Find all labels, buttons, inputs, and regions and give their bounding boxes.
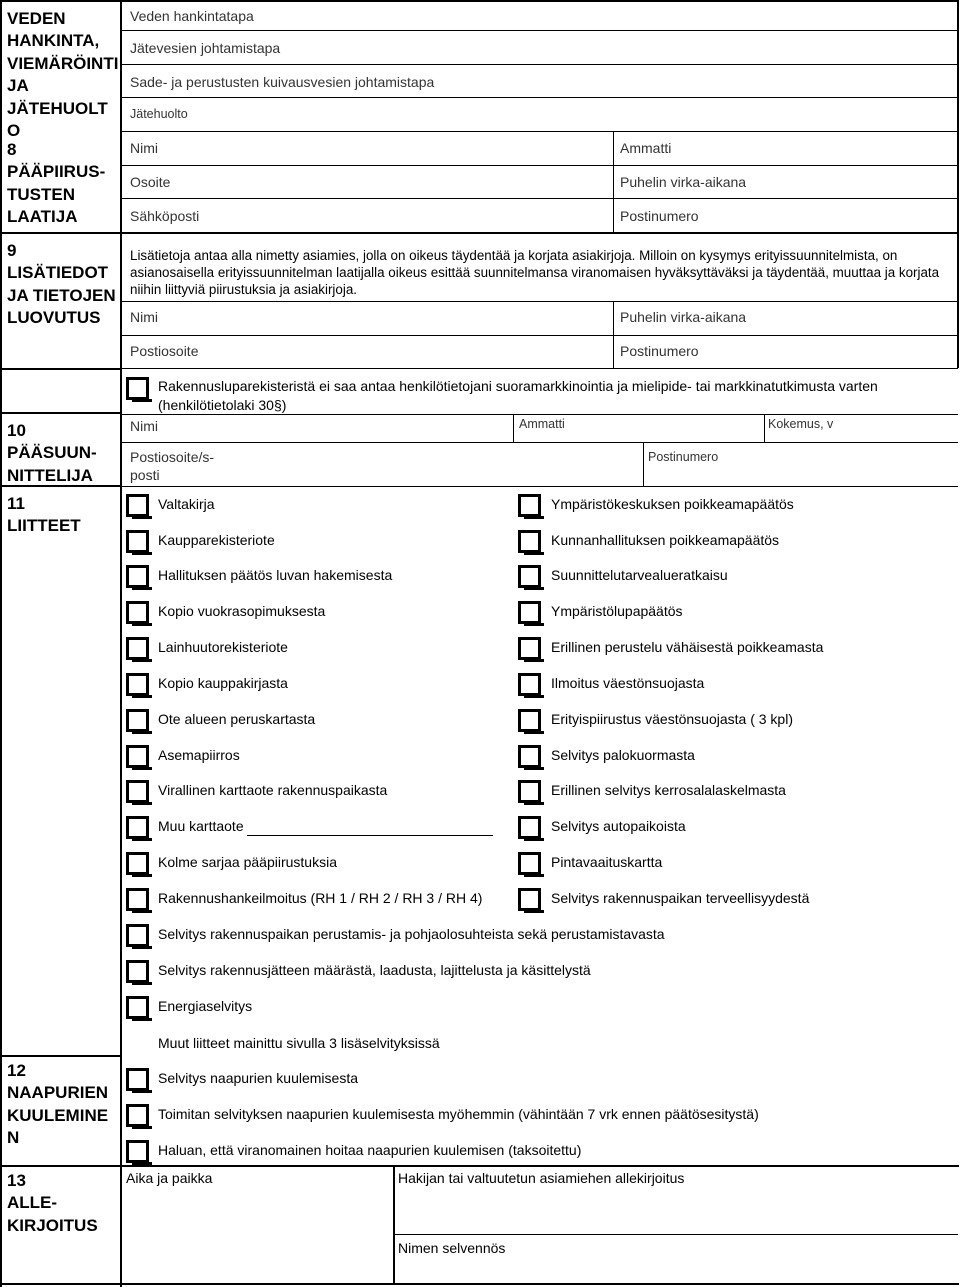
section-7-title: VEDEN HANKINTA, VIEMÄRÖINTI JA JÄTEHUOLT O <box>7 9 119 141</box>
chief-divider-2 <box>764 414 765 442</box>
chief-divider-1 <box>513 414 514 442</box>
attachment-label: Ote alueen peruskartasta <box>158 711 316 727</box>
attachment-label: Selvitys autopaikoista <box>551 818 686 834</box>
consent-label: Rakennusluparekisteristä ei saa antaa henkilötietojani suoramarkkinointia ja mielipide- tai markkinatutkimusta varten <box>158 378 878 394</box>
attachment-checkbox[interactable] <box>126 780 149 803</box>
designer-postal-label: Postinumero <box>620 208 699 224</box>
attachment-label: Kunnanhallituksen poikkeamapäätös <box>551 532 780 548</box>
waste-label: Jätehuolto <box>130 107 188 121</box>
neighbours-checkbox[interactable] <box>126 1140 149 1163</box>
attachment-checkbox[interactable] <box>518 494 541 517</box>
designer-profession-label: Ammatti <box>620 140 672 156</box>
attachment-label: Kopio kauppakirjasta <box>158 675 288 691</box>
frame-bottom <box>0 1283 959 1285</box>
attachment-label: Kaupparekisteriote <box>158 532 275 548</box>
attachment-label: Kolme sarjaa pääpiirustuksia <box>158 854 337 870</box>
attachment-checkbox[interactable] <box>126 709 149 732</box>
attachment-label: Energiaselvitys <box>158 998 253 1014</box>
rule <box>121 486 958 487</box>
attachment-checkbox[interactable] <box>126 816 149 839</box>
attachment-checkbox[interactable] <box>518 565 541 588</box>
neighbours-checkbox[interactable] <box>126 1068 149 1091</box>
place-time-label: Aika ja paikka <box>126 1170 213 1186</box>
attachment-label: Valtakirja <box>158 496 215 512</box>
attachment-checkbox[interactable] <box>126 924 149 947</box>
designer-name-label: Nimi <box>130 140 158 156</box>
attachment-label: Ympäristölupapäätös <box>551 603 683 619</box>
rule <box>121 198 958 199</box>
rule <box>121 335 958 336</box>
rule <box>121 30 958 31</box>
contact-postal-label: Postinumero <box>620 343 699 359</box>
attachment-label: Selvitys palokuormasta <box>551 747 695 763</box>
divider-section-8 <box>0 232 959 234</box>
rule <box>121 301 958 302</box>
divider-section-12 <box>0 1055 120 1057</box>
designer-phone-label: Puhelin virka-aikana <box>620 174 747 190</box>
attachment-label: Lainhuutorekisteriote <box>158 639 288 655</box>
frame-top <box>0 0 959 2</box>
attachment-label: Selvitys rakennuspaikan perustamis- ja pohjaolosuhteista sekä perustamistavasta <box>158 926 665 942</box>
attachment-label: Asemapiirros <box>158 747 240 763</box>
attachment-checkbox[interactable] <box>518 888 541 911</box>
chief-address-label-2: posti <box>130 467 160 483</box>
attachment-label: Selvitys rakennuspaikan terveellisyydestä <box>551 890 810 906</box>
divider-section-13 <box>0 1165 959 1167</box>
wastewater-label: Jätevesien johtamistapa <box>130 40 281 56</box>
attachment-checkbox[interactable] <box>126 745 149 768</box>
chief-name-label: Nimi <box>130 418 158 434</box>
attachment-label: Pintavaaituskartta <box>551 854 663 870</box>
attachment-label: Ilmoitus väestönsuojasta <box>551 675 705 691</box>
frame-left <box>0 0 2 1287</box>
attachment-label: Selvitys rakennusjätteen määrästä, laadusta, lajittelusta ja käsittelystä <box>158 962 591 978</box>
signature-divider <box>393 1165 395 1285</box>
section-11-title: 11 LIITTEET <box>7 494 81 536</box>
attachment-label: Erillinen selvitys kerrosalalaskelmasta <box>551 782 786 798</box>
attachment-checkbox[interactable] <box>126 852 149 875</box>
designer-email-label: Sähköposti <box>130 208 200 224</box>
signature-label: Hakijan tai valtuutetun asiamiehen allekirjoitus <box>398 1170 685 1186</box>
chief-experience-label: Kokemus, v <box>768 417 834 431</box>
frame-right <box>957 0 959 368</box>
divider-section-10-inner <box>0 412 120 414</box>
attachment-checkbox[interactable] <box>518 745 541 768</box>
other-map-line[interactable] <box>247 835 493 836</box>
attachment-checkbox[interactable] <box>126 530 149 553</box>
section-9-title: 9 LISÄTIEDOT JA TIETOJEN LUOVUTUS <box>7 241 116 328</box>
attachment-label: Virallinen karttaote rakennuspaikasta <box>158 782 388 798</box>
neighbours-label: Haluan, että viranomainen hoitaa naapurien kuulemisen (taksoitettu) <box>158 1142 582 1158</box>
consent-checkbox[interactable] <box>126 377 149 400</box>
attachment-checkbox[interactable] <box>126 996 149 1019</box>
contact-phone-label: Puhelin virka-aikana <box>620 309 747 325</box>
attachment-checkbox[interactable] <box>126 888 149 911</box>
attachment-checkbox[interactable] <box>126 565 149 588</box>
attachment-checkbox[interactable] <box>126 960 149 983</box>
attachment-label: Rakennushankeilmoitus (RH 1 / RH 2 / RH 3 / RH 4) <box>158 890 483 906</box>
contact-address-label: Postiosoite <box>130 343 199 359</box>
attachment-checkbox[interactable] <box>518 601 541 624</box>
attachment-checkbox[interactable] <box>518 673 541 696</box>
attachment-checkbox[interactable] <box>518 852 541 875</box>
chief-profession-label: Ammatti <box>519 417 565 431</box>
designer-divider <box>613 131 614 232</box>
divider-section-10 <box>0 368 120 370</box>
name-clarification-label: Nimen selvennös <box>398 1240 506 1256</box>
rule <box>121 442 958 443</box>
section-10-title: 10 PÄÄSUUN- NITTELIJA <box>7 421 97 485</box>
rule <box>121 414 958 415</box>
chief-postal-label: Postinumero <box>648 450 719 464</box>
chief-address-label-1: Postiosoite/s- <box>130 449 215 465</box>
rule <box>121 64 958 65</box>
frame-divider <box>120 0 122 1287</box>
attachment-label: Muu karttaote <box>158 818 244 834</box>
attachment-checkbox[interactable] <box>518 709 541 732</box>
attachment-checkbox[interactable] <box>518 637 541 660</box>
designer-address-label: Osoite <box>130 174 171 190</box>
attachment-label: Muut liitteet mainittu sivulla 3 lisäselvityksissä <box>158 1035 440 1051</box>
attachment-checkbox[interactable] <box>126 637 149 660</box>
attachment-label: Erityispiirustus väestönsuojasta ( 3 kpl) <box>551 711 793 727</box>
attachment-label: Erillinen perustelu vähäisestä poikkeamasta <box>551 639 824 655</box>
attachment-checkbox[interactable] <box>518 530 541 553</box>
section-13-title: 13 ALLE- KIRJOITUS <box>7 1171 98 1235</box>
attachment-label: Kopio vuokrasopimuksesta <box>158 603 326 619</box>
rule <box>121 97 958 98</box>
attachment-checkbox[interactable] <box>518 816 541 839</box>
water-supply-label: Veden hankintatapa <box>130 8 254 24</box>
rule <box>121 131 958 132</box>
neighbours-checkbox[interactable] <box>126 1104 149 1127</box>
neighbours-label: Selvitys naapurien kuulemisesta <box>158 1070 358 1086</box>
attachment-checkbox[interactable] <box>518 780 541 803</box>
attachment-label: Hallituksen päätös luvan hakemisesta <box>158 567 393 583</box>
signature-line[interactable] <box>394 1234 958 1235</box>
neighbours-label: Toimitan selvityksen naapurien kuulemisesta myöhemmin (vähintään 7 vrk ennen päätösesitystä) <box>158 1106 759 1122</box>
chief-divider-3 <box>643 442 644 486</box>
section-8-title: 8 PÄÄPIIRUS- TUSTEN LAATIJA <box>7 140 106 227</box>
attachment-checkbox[interactable] <box>126 601 149 624</box>
attachment-label: Ympäristökeskuksen poikkeamapäätös <box>551 496 794 512</box>
consent-law-label: (henkilötietolaki 30§) <box>158 397 287 413</box>
info-paragraph: Lisätietoja antaa alla nimetty asiamies, jolla on oikeus täydentää ja korjata asiakirjoja. Milloin on kysymys erityissuunnitelmista, on asianosaisella erityissuunnitelman laatijalla oikeus esittää suunnitelmansa viranomaisen hyväksyttäväksi ja täydentää, muuttaa ja korjata niihin liittyviä piirustuksia ja asiakirjoja. <box>130 248 940 297</box>
rule <box>121 165 958 166</box>
attachment-checkbox[interactable] <box>126 673 149 696</box>
rule <box>121 368 958 369</box>
section-12-title: 12 NAAPURIEN KUULEMINE N <box>7 1061 109 1148</box>
contact-name-label: Nimi <box>130 309 158 325</box>
attachment-label: Suunnittelutarvealueratkaisu <box>551 567 728 583</box>
stormwater-label: Sade- ja perustusten kuivausvesien johtamistapa <box>130 74 435 90</box>
attachment-checkbox[interactable] <box>126 494 149 517</box>
